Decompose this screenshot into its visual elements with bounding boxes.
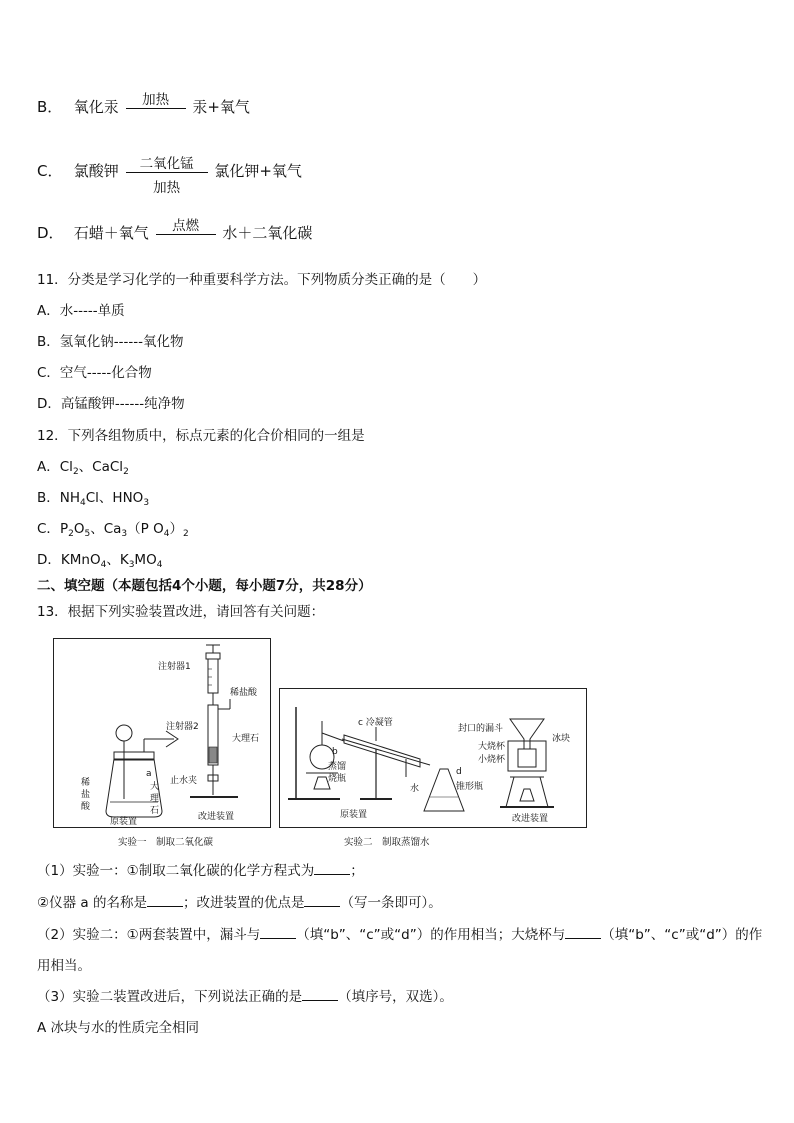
label-improved-apparatus: 改进装置 bbox=[512, 814, 549, 824]
subscript: 3 bbox=[128, 560, 135, 570]
subscript: 3 bbox=[143, 498, 150, 508]
label-condenser: c 冷凝管 bbox=[358, 718, 393, 728]
question-12-stem: 12．下列各组物质中，标点元素的化合价相同的一组是 bbox=[37, 428, 365, 444]
formula-part: O bbox=[73, 521, 85, 537]
q11-option-b: B．氢氧化钠------氧化物 bbox=[37, 334, 184, 350]
text: （2）实验二：①两套装置中，漏斗与 bbox=[37, 927, 261, 943]
formula-part: Cl、HNO bbox=[85, 490, 144, 506]
reactant: 氧化汞 bbox=[73, 98, 119, 116]
section-heading: 二、填空题（本题包括4个小题，每小题7分，共28分） bbox=[37, 578, 372, 594]
product: 水＋二氧化碳 bbox=[222, 224, 313, 242]
answer-blank[interactable] bbox=[314, 862, 350, 875]
text: ；改进装置的优点是 bbox=[182, 895, 305, 911]
label-ice: 冰块 bbox=[552, 734, 571, 744]
q13-part-1 bbox=[37, 862, 364, 880]
label-flask-1: 蒸馏 bbox=[328, 762, 347, 772]
subscript: 3 bbox=[121, 529, 128, 539]
reaction-arrow bbox=[156, 217, 216, 242]
subscript: 4 bbox=[156, 560, 163, 570]
option-b-equation bbox=[37, 91, 250, 117]
label-water: 水 bbox=[410, 784, 420, 794]
q13-part-2-cont: 用相当。 bbox=[37, 958, 91, 974]
label-left-2: 盐 bbox=[81, 790, 91, 800]
reactant: 氯酸钾 bbox=[73, 162, 119, 180]
apparatus-drawing bbox=[280, 689, 586, 827]
formula-part: Cl bbox=[59, 459, 73, 475]
label-improved-apparatus: 改进装置 bbox=[198, 812, 235, 822]
reactant: 石蜡＋氧气 bbox=[73, 224, 149, 242]
label-d: d bbox=[456, 767, 462, 777]
subscript: 2 bbox=[123, 467, 129, 477]
condition-above: 二氧化锰 bbox=[139, 155, 194, 172]
formula-part: CaCl bbox=[92, 459, 124, 475]
subscript: 4 bbox=[163, 529, 170, 539]
question-13-stem: 13．根据下列实验装置改进，请回答有关问题： bbox=[37, 604, 325, 620]
answer-blank[interactable] bbox=[565, 926, 601, 939]
formula-part: 、Ca bbox=[90, 521, 122, 537]
condition-above: 加热 bbox=[142, 91, 170, 108]
label-clamp: 止水夹 bbox=[170, 776, 198, 786]
text: ； bbox=[350, 863, 364, 879]
option-label: C． bbox=[37, 521, 60, 537]
figure-experiment-1 bbox=[53, 638, 271, 828]
answer-blank[interactable] bbox=[304, 894, 340, 907]
label-sealed-funnel: 封口的漏斗 bbox=[458, 724, 504, 734]
answer-blank[interactable] bbox=[260, 926, 296, 939]
label-left-3: 酸 bbox=[81, 802, 91, 812]
label-small-beaker: 小烧杯 bbox=[478, 755, 506, 765]
q11-option-c: C．空气-----化合物 bbox=[37, 365, 152, 381]
formula-part: ） bbox=[169, 521, 183, 537]
q13-part-1b bbox=[37, 894, 442, 912]
reaction-arrow bbox=[126, 155, 208, 196]
reaction-arrow bbox=[126, 91, 186, 116]
label-marble-1: 大 bbox=[150, 782, 160, 792]
label-syringe-2: 注射器2 bbox=[166, 722, 199, 732]
q12-option-a bbox=[37, 458, 129, 481]
text: （3）实验二装置改进后，下列说法正确的是 bbox=[37, 989, 303, 1005]
subscript: 4 bbox=[80, 498, 86, 508]
answer-blank[interactable] bbox=[147, 894, 183, 907]
subscript: 2 bbox=[182, 529, 189, 539]
text: ②仪器 a 的名称是 bbox=[37, 895, 147, 911]
label-b: b bbox=[332, 747, 338, 757]
product: 汞+氧气 bbox=[192, 98, 250, 116]
subscript: 5 bbox=[84, 529, 91, 539]
subscript: 4 bbox=[100, 560, 107, 570]
label-big-beaker: 大烧杯 bbox=[478, 742, 506, 752]
label-original-apparatus: 原装置 bbox=[340, 810, 368, 820]
label-marble-3: 石 bbox=[150, 806, 160, 816]
option-d-equation bbox=[37, 217, 313, 243]
label-a: a bbox=[146, 769, 152, 779]
formula-part: NH bbox=[59, 490, 81, 506]
q11-option-d: D．高锰酸钾------纯净物 bbox=[37, 396, 185, 412]
formula-part: KMnO bbox=[60, 552, 101, 568]
subscript: 2 bbox=[68, 529, 74, 539]
label-original-apparatus: 原装置 bbox=[110, 817, 138, 827]
label-syringe-1: 注射器1 bbox=[158, 662, 191, 672]
q13-option-a: A 冰块与水的性质完全相同 bbox=[37, 1020, 200, 1036]
label-dilute-hcl: 稀盐酸 bbox=[230, 688, 258, 698]
condition-above: 点燃 bbox=[172, 217, 200, 234]
answer-blank[interactable] bbox=[302, 988, 338, 1001]
label-marble-2: 理 bbox=[150, 794, 160, 804]
condition-below: 加热 bbox=[153, 179, 181, 196]
q12-option-d bbox=[37, 551, 162, 574]
option-label: D． bbox=[37, 224, 64, 242]
formula-part: MO bbox=[134, 552, 157, 568]
option-label: B． bbox=[37, 98, 63, 116]
subscript: 2 bbox=[72, 467, 79, 477]
label-flask-2: 烧瓶 bbox=[328, 774, 347, 784]
product: 氯化钾+氧气 bbox=[214, 162, 302, 180]
q13-part-2 bbox=[37, 926, 762, 944]
label-marble: 大理石 bbox=[232, 734, 260, 744]
text: （写一条即可）。 bbox=[340, 895, 442, 911]
option-c-equation bbox=[37, 155, 302, 196]
figure-experiment-2 bbox=[279, 688, 587, 828]
q12-option-b bbox=[37, 489, 149, 512]
question-11-stem: 11．分类是学习化学的一种重要科学方法。下列物质分类正确的是（ ） bbox=[37, 272, 487, 288]
text: （填“b”、“c”或“d”）的作 bbox=[601, 927, 763, 943]
figure-1-caption: 实验一 制取二氧化碳 bbox=[118, 837, 214, 848]
q12-option-c bbox=[37, 520, 189, 543]
arrow-line bbox=[126, 108, 186, 109]
text: （填“b”、“c”或“d”）的作用相当；大烧杯与 bbox=[296, 927, 566, 943]
arrow-line bbox=[126, 172, 208, 173]
text: （1）实验一：①制取二氧化碳的化学方程式为 bbox=[37, 863, 315, 879]
option-label: B． bbox=[37, 490, 60, 506]
formula-part: P bbox=[59, 521, 69, 537]
option-label: D． bbox=[37, 552, 61, 568]
option-label: A． bbox=[37, 459, 60, 475]
separator: 、 bbox=[78, 459, 93, 475]
arrow-line bbox=[156, 234, 216, 235]
label-conical-flask: 锥形瓶 bbox=[456, 782, 484, 792]
q11-option-a: A．水-----单质 bbox=[37, 303, 125, 319]
q13-part-3 bbox=[37, 988, 453, 1006]
label-left-1: 稀 bbox=[81, 778, 91, 788]
formula-part: 、K bbox=[106, 552, 129, 568]
figure-2-caption: 实验二 制取蒸馏水 bbox=[344, 837, 430, 848]
text: （填序号，双选）。 bbox=[338, 989, 453, 1005]
formula-part: （P O bbox=[127, 521, 164, 537]
option-label: C． bbox=[37, 162, 63, 180]
